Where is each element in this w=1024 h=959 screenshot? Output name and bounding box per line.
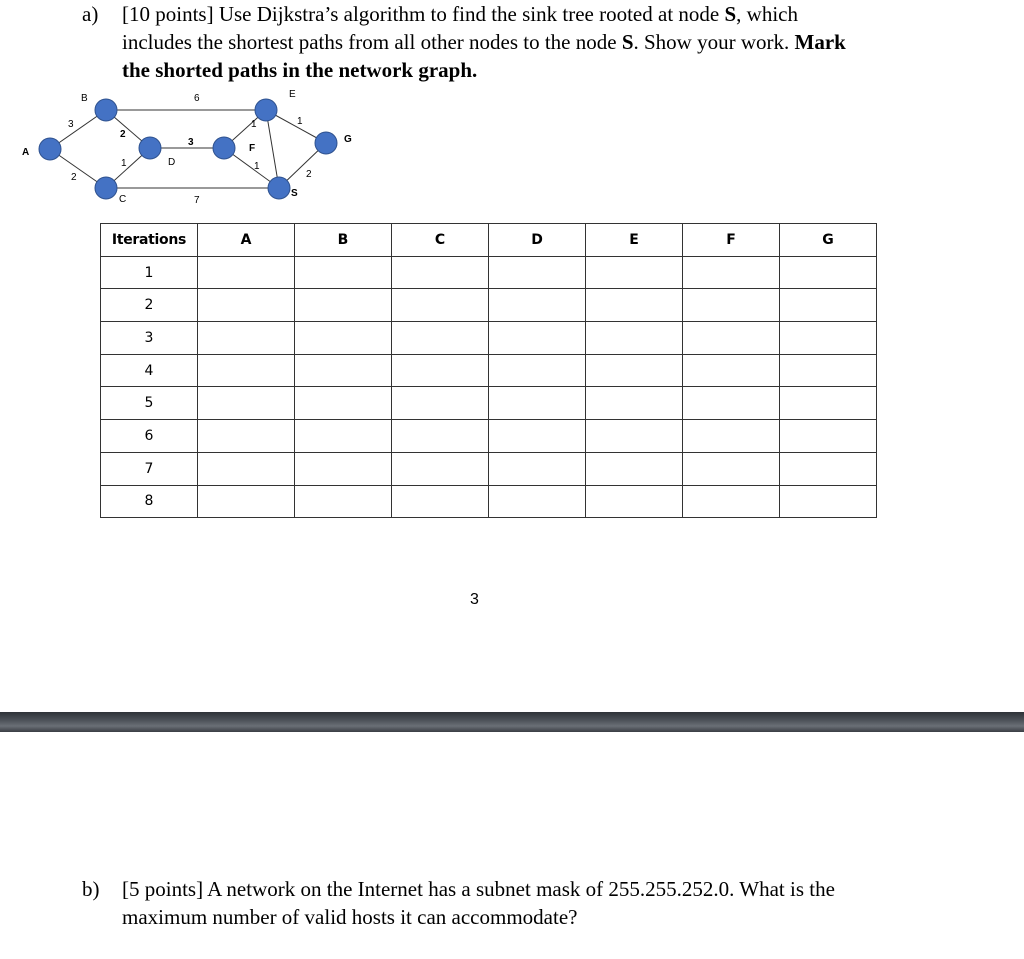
node-e xyxy=(255,99,277,121)
table-cell[interactable] xyxy=(198,387,295,420)
table-cell[interactable] xyxy=(586,387,683,420)
table-cell[interactable] xyxy=(295,256,392,289)
table-row xyxy=(101,354,877,387)
table-cell[interactable] xyxy=(392,289,489,322)
table-cell[interactable] xyxy=(683,452,780,485)
table-cell[interactable] xyxy=(780,387,877,420)
table-cell[interactable] xyxy=(683,387,780,420)
node-c xyxy=(95,177,117,199)
header-b: B xyxy=(295,224,392,257)
page-divider xyxy=(0,712,1024,732)
table-cell[interactable] xyxy=(198,420,295,453)
weight-c-s: 7 xyxy=(194,195,200,206)
question-a-line-3: the shorted paths in the network graph. xyxy=(122,58,478,82)
weight-g-s: 2 xyxy=(306,169,312,180)
weight-e-g: 1 xyxy=(297,116,303,127)
table-cell[interactable] xyxy=(489,354,586,387)
table-cell[interactable] xyxy=(489,452,586,485)
table-row xyxy=(101,289,877,322)
header-iterations: Iterations xyxy=(101,224,198,257)
table-row xyxy=(101,387,877,420)
table-cell[interactable] xyxy=(198,322,295,355)
question-a-text xyxy=(122,0,846,84)
node-d xyxy=(139,137,161,159)
question-b-line-2: maximum number of valid hosts it can accommodate? xyxy=(122,905,578,929)
table-cell[interactable] xyxy=(586,256,683,289)
node-b xyxy=(95,99,117,121)
iteration-number: 5 xyxy=(101,387,198,420)
node-g xyxy=(315,132,337,154)
table-cell[interactable] xyxy=(683,354,780,387)
question-a-line-2: includes the shortest paths from all other nodes to the node S. Show your work. Mark xyxy=(122,30,846,54)
table-cell[interactable] xyxy=(392,387,489,420)
weight-b-e: 6 xyxy=(194,93,200,104)
table-cell[interactable] xyxy=(295,322,392,355)
table-cell[interactable] xyxy=(780,322,877,355)
question-a-label: a) xyxy=(82,2,99,26)
graph-edges xyxy=(50,110,326,188)
edge-e-s xyxy=(266,110,279,188)
iteration-number: 8 xyxy=(101,485,198,518)
table-cell[interactable] xyxy=(392,322,489,355)
table-cell[interactable] xyxy=(586,485,683,518)
header-d: D xyxy=(489,224,586,257)
question-b xyxy=(82,875,982,931)
table-cell[interactable] xyxy=(780,420,877,453)
table-cell[interactable] xyxy=(392,354,489,387)
table-row xyxy=(101,485,877,518)
table-cell[interactable] xyxy=(780,256,877,289)
table-cell[interactable] xyxy=(586,452,683,485)
iteration-number: 1 xyxy=(101,256,198,289)
table-cell[interactable] xyxy=(295,452,392,485)
node-s xyxy=(268,177,290,199)
table-cell[interactable] xyxy=(392,452,489,485)
table-cell[interactable] xyxy=(198,354,295,387)
iteration-number: 7 xyxy=(101,452,198,485)
weight-b-d: 2 xyxy=(120,129,126,140)
iteration-number: 2 xyxy=(101,289,198,322)
weight-e-f: 1 xyxy=(251,119,257,130)
table-cell[interactable] xyxy=(586,289,683,322)
node-label-d: D xyxy=(168,157,176,168)
table-cell[interactable] xyxy=(586,354,683,387)
node-label-c: C xyxy=(119,194,127,205)
table-cell[interactable] xyxy=(683,256,780,289)
node-label-g: G xyxy=(344,134,352,145)
table-cell[interactable] xyxy=(489,289,586,322)
table-cell[interactable] xyxy=(780,452,877,485)
table-cell[interactable] xyxy=(198,256,295,289)
table-cell[interactable] xyxy=(392,256,489,289)
weight-f-s: 1 xyxy=(254,161,260,172)
table-cell[interactable] xyxy=(780,289,877,322)
header-c: C xyxy=(392,224,489,257)
weight-a-c: 2 xyxy=(71,172,77,183)
table-cell[interactable] xyxy=(780,354,877,387)
table-cell[interactable] xyxy=(392,485,489,518)
node-label-s: S xyxy=(291,188,298,199)
table-cell[interactable] xyxy=(295,420,392,453)
table-cell[interactable] xyxy=(489,485,586,518)
table-cell[interactable] xyxy=(586,420,683,453)
header-a: A xyxy=(198,224,295,257)
table-cell[interactable] xyxy=(198,289,295,322)
question-a xyxy=(82,0,982,84)
table-cell[interactable] xyxy=(198,452,295,485)
header-g: G xyxy=(780,224,877,257)
table-header-row xyxy=(101,224,877,257)
node-a xyxy=(39,138,61,160)
table-row xyxy=(101,256,877,289)
table-cell[interactable] xyxy=(392,420,489,453)
weight-c-d: 1 xyxy=(121,158,127,169)
node-label-e: E xyxy=(289,89,296,100)
table-cell[interactable] xyxy=(198,485,295,518)
page-number: 3 xyxy=(470,591,479,608)
table-row xyxy=(101,452,877,485)
header-e: E xyxy=(586,224,683,257)
question-b-text xyxy=(122,875,835,931)
table-cell[interactable] xyxy=(586,322,683,355)
iteration-number: 3 xyxy=(101,322,198,355)
table-cell[interactable] xyxy=(295,289,392,322)
table-cell[interactable] xyxy=(683,485,780,518)
table-cell[interactable] xyxy=(295,485,392,518)
table-cell[interactable] xyxy=(489,322,586,355)
graph-nodes xyxy=(39,99,337,199)
weight-a-b: 3 xyxy=(68,119,74,130)
weight-d-f: 3 xyxy=(188,137,194,148)
table-cell[interactable] xyxy=(295,387,392,420)
iteration-number: 4 xyxy=(101,354,198,387)
iterations-table xyxy=(100,223,877,518)
node-f xyxy=(213,137,235,159)
question-b-line-1: [5 points] A network on the Internet has a subnet mask of 255.255.252.0. What is the xyxy=(122,877,835,901)
node-label-b: B xyxy=(81,93,88,104)
table-cell[interactable] xyxy=(489,256,586,289)
iteration-number: 6 xyxy=(101,420,198,453)
table-cell[interactable] xyxy=(489,420,586,453)
table-cell[interactable] xyxy=(683,420,780,453)
table-row xyxy=(101,420,877,453)
table-cell[interactable] xyxy=(780,485,877,518)
network-graph xyxy=(0,85,380,215)
table-cell[interactable] xyxy=(683,322,780,355)
table-row xyxy=(101,322,877,355)
table-cell[interactable] xyxy=(295,354,392,387)
question-b-label: b) xyxy=(82,877,100,901)
header-f: F xyxy=(683,224,780,257)
table-cell[interactable] xyxy=(489,387,586,420)
node-label-a: A xyxy=(22,147,30,158)
node-label-f: F xyxy=(249,143,256,154)
table-cell[interactable] xyxy=(683,289,780,322)
question-a-line-1: [10 points] Use Dijkstra’s algorithm to find the sink tree rooted at node S, which xyxy=(122,2,798,26)
